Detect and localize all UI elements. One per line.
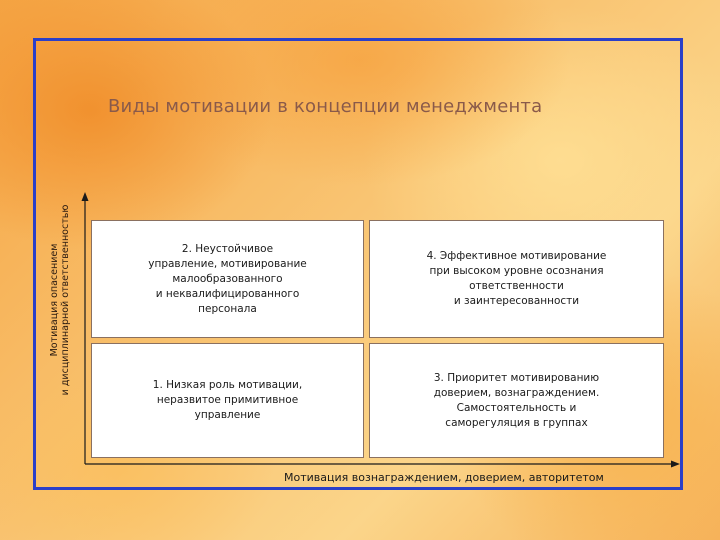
quadrant-1-line: 1. Низкая роль мотивации, (152, 379, 303, 391)
quadrant-2-line: и неквалифицированного (155, 287, 300, 300)
quadrant-4-line: при высоком уровне осознания (429, 265, 604, 277)
quadrant-4-line: ответственности (469, 280, 564, 292)
quadrant-3-line: 3. Приоритет мотивированию (433, 371, 600, 384)
quadrant-4-line: 4. Эффективное мотивирование (426, 250, 607, 262)
quadrant-3-line: саморегуляция в группах (445, 416, 588, 429)
quadrant-3-line: доверием, вознаграждением. (433, 386, 600, 399)
slide-title: Виды мотивации в концепции менеджмента (108, 96, 543, 117)
quadrant-2-line: персонала (198, 302, 257, 315)
y-axis-title-line-2: и дисциплинарной ответственностью (60, 204, 71, 396)
quadrant-2-line: малообразованного (172, 272, 283, 285)
quadrant-2-line: управление, мотивирование (148, 257, 307, 270)
quadrant-1-line: неразвитое примитивное (156, 394, 299, 406)
quadrant-4 (369, 220, 664, 338)
x-axis-title: Мотивация вознаграждением, доверием, авторитетом (284, 471, 604, 484)
quadrant-1 (91, 343, 364, 458)
quadrant-2 (91, 220, 364, 338)
y-axis-arrowhead (82, 192, 89, 201)
quadrant-3-line: Самостоятельность и (456, 401, 577, 414)
quadrant-2-line: 2. Неустойчивое (181, 242, 274, 255)
quadrant-4-line: и заинтересованности (453, 295, 580, 307)
y-axis-title-line-1: Мотивация опасением (49, 243, 60, 357)
x-axis-arrowhead (671, 461, 680, 468)
quadrant-1-line: управление (194, 409, 261, 421)
quadrant-3 (369, 343, 664, 458)
